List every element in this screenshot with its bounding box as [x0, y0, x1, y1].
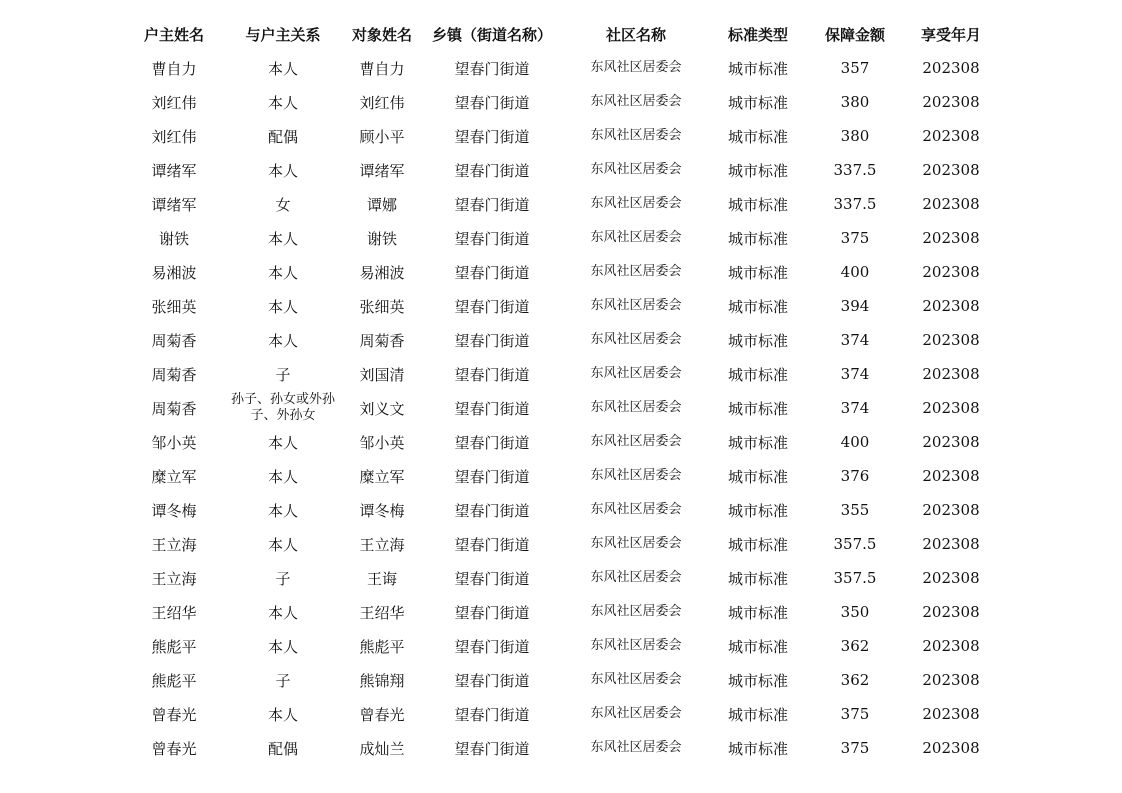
- cell-standard-type: 城市标准: [727, 501, 788, 520]
- cell-standard-type: 城市标准: [727, 705, 788, 724]
- cell-recipient-name: 顾小平: [359, 127, 405, 146]
- cell-town-street: 望春门街道: [454, 569, 530, 588]
- cell-town-street: 望春门街道: [454, 161, 530, 180]
- cell-recipient-name: 王绍华: [359, 603, 405, 622]
- header-standard-type: 标准类型: [727, 25, 788, 44]
- cell-recipient-name: 谭娜: [366, 195, 397, 214]
- cell-recipient-name: 刘国清: [359, 365, 405, 384]
- table-row: [122, 459, 996, 493]
- cell-community: 东风社区居委会: [590, 502, 682, 517]
- cell-community: 东风社区居委会: [590, 570, 682, 585]
- cell-standard-type: 城市标准: [727, 739, 788, 758]
- cell-relation: 本人: [267, 331, 298, 350]
- cell-recipient-name: 王立海: [359, 535, 405, 554]
- cell-year-month: 202308: [922, 569, 980, 587]
- cell-town-street: 望春门街道: [454, 195, 530, 214]
- cell-standard-type: 城市标准: [727, 229, 788, 248]
- table-row: [122, 493, 996, 527]
- cell-community: 东风社区居委会: [590, 740, 682, 755]
- cell-recipient-name: 周菊香: [359, 331, 405, 350]
- cell-town-street: 望春门街道: [454, 671, 530, 690]
- cell-household-head: 谭绪军: [151, 161, 197, 180]
- cell-amount: 400: [840, 433, 870, 451]
- cell-recipient-name: 张细英: [359, 297, 405, 316]
- cell-town-street: 望春门街道: [454, 705, 530, 724]
- cell-year-month: 202308: [922, 331, 980, 349]
- cell-community: 东风社区居委会: [590, 604, 682, 619]
- cell-relation: 本人: [267, 501, 298, 520]
- cell-recipient-name: 熊锦翔: [359, 671, 405, 690]
- cell-community: 东风社区居委会: [590, 706, 682, 721]
- cell-household-head: 周菊香: [151, 399, 197, 418]
- cell-standard-type: 城市标准: [727, 637, 788, 656]
- cell-year-month: 202308: [922, 229, 980, 247]
- cell-amount: 374: [840, 331, 870, 349]
- cell-community: 东风社区居委会: [590, 672, 682, 687]
- table-body: [122, 51, 996, 765]
- cell-relation: 子: [275, 569, 291, 588]
- cell-standard-type: 城市标准: [727, 161, 788, 180]
- cell-household-head: 易湘波: [151, 263, 197, 282]
- cell-community: 东风社区居委会: [590, 128, 682, 143]
- cell-amount: 394: [840, 297, 870, 315]
- cell-recipient-name: 谭冬梅: [359, 501, 405, 520]
- table-row: [122, 425, 996, 459]
- cell-relation: 本人: [267, 603, 298, 622]
- cell-year-month: 202308: [922, 705, 980, 723]
- cell-relation: 本人: [267, 297, 298, 316]
- cell-household-head: 刘红伟: [151, 93, 197, 112]
- table-row: [122, 697, 996, 731]
- cell-relation: 本人: [267, 59, 298, 78]
- cell-year-month: 202308: [922, 59, 980, 77]
- cell-year-month: 202308: [922, 501, 980, 519]
- cell-amount: 357.5: [833, 535, 877, 553]
- cell-relation: 子: [275, 671, 291, 690]
- cell-household-head: 糜立军: [151, 467, 197, 486]
- cell-amount: 375: [840, 705, 870, 723]
- table-row: [122, 561, 996, 595]
- cell-relation: 配偶: [267, 739, 298, 758]
- cell-standard-type: 城市标准: [727, 399, 788, 418]
- cell-standard-type: 城市标准: [727, 93, 788, 112]
- cell-year-month: 202308: [922, 433, 980, 451]
- cell-household-head: 谢铁: [158, 229, 189, 248]
- cell-recipient-name: 曹自力: [359, 59, 405, 78]
- cell-standard-type: 城市标准: [727, 603, 788, 622]
- cell-relation: 子: [275, 365, 291, 384]
- table-row: [122, 289, 996, 323]
- cell-relation: 本人: [267, 161, 298, 180]
- cell-town-street: 望春门街道: [454, 739, 530, 758]
- cell-community: 东风社区居委会: [590, 366, 682, 381]
- cell-community: 东风社区居委会: [590, 60, 682, 75]
- cell-year-month: 202308: [922, 399, 980, 417]
- cell-town-street: 望春门街道: [454, 433, 530, 452]
- header-recipient-name: 对象姓名: [351, 25, 412, 44]
- cell-year-month: 202308: [922, 637, 980, 655]
- cell-relation: 本人: [267, 93, 298, 112]
- cell-community: 东风社区居委会: [590, 162, 682, 177]
- cell-standard-type: 城市标准: [727, 59, 788, 78]
- cell-town-street: 望春门街道: [454, 399, 530, 418]
- header-amount: 保障金额: [824, 25, 885, 44]
- cell-standard-type: 城市标准: [727, 535, 788, 554]
- cell-community: 东风社区居委会: [590, 536, 682, 551]
- table-row: [122, 85, 996, 119]
- cell-community: 东风社区居委会: [590, 196, 682, 211]
- assistance-table: [122, 17, 996, 765]
- cell-relation: 本人: [267, 433, 298, 452]
- table-row: [122, 221, 996, 255]
- cell-relation: 本人: [267, 467, 298, 486]
- cell-household-head: 王立海: [151, 569, 197, 588]
- table-row: [122, 663, 996, 697]
- cell-household-head: 曹自力: [151, 59, 197, 78]
- table-row: [122, 187, 996, 221]
- cell-standard-type: 城市标准: [727, 467, 788, 486]
- cell-amount: 380: [840, 127, 870, 145]
- cell-standard-type: 城市标准: [727, 263, 788, 282]
- header-year-month: 享受年月: [920, 25, 981, 44]
- cell-town-street: 望春门街道: [454, 93, 530, 112]
- cell-town-street: 望春门街道: [454, 331, 530, 350]
- cell-amount: 374: [840, 365, 870, 383]
- header-household-head: 户主姓名: [143, 25, 204, 44]
- header-community: 社区名称: [605, 25, 666, 44]
- table-row: [122, 527, 996, 561]
- cell-household-head: 熊彪平: [151, 637, 197, 656]
- cell-recipient-name: 谢铁: [366, 229, 397, 248]
- header-town-street: 乡镇（街道名称）: [431, 25, 552, 44]
- cell-year-month: 202308: [922, 365, 980, 383]
- cell-relation: 女: [275, 195, 291, 214]
- table-row: [122, 595, 996, 629]
- cell-amount: 376: [840, 467, 870, 485]
- cell-relation: 本人: [267, 229, 298, 248]
- header-relation: 与户主关系: [245, 25, 321, 44]
- cell-town-street: 望春门街道: [454, 603, 530, 622]
- cell-standard-type: 城市标准: [727, 569, 788, 588]
- cell-year-month: 202308: [922, 603, 980, 621]
- cell-household-head: 刘红伟: [151, 127, 197, 146]
- cell-household-head: 谭绪军: [151, 195, 197, 214]
- cell-town-street: 望春门街道: [454, 127, 530, 146]
- cell-standard-type: 城市标准: [727, 433, 788, 452]
- table-row: [122, 357, 996, 391]
- cell-relation: 本人: [267, 705, 298, 724]
- cell-year-month: 202308: [922, 263, 980, 281]
- table-row: [122, 153, 996, 187]
- cell-relation: 孙子、孙女或外孙子、外孙女: [230, 392, 335, 423]
- cell-community: 东风社区居委会: [590, 230, 682, 245]
- cell-recipient-name: 糜立军: [359, 467, 405, 486]
- cell-household-head: 曾春光: [151, 739, 197, 758]
- cell-amount: 400: [840, 263, 870, 281]
- cell-household-head: 王立海: [151, 535, 197, 554]
- cell-recipient-name: 王诲: [366, 569, 397, 588]
- cell-amount: 362: [840, 637, 870, 655]
- cell-household-head: 张细英: [151, 297, 197, 316]
- cell-relation: 本人: [267, 637, 298, 656]
- cell-amount: 355: [840, 501, 870, 519]
- cell-household-head: 周菊香: [151, 365, 197, 384]
- cell-standard-type: 城市标准: [727, 297, 788, 316]
- cell-recipient-name: 刘义文: [359, 399, 405, 418]
- cell-community: 东风社区居委会: [590, 298, 682, 313]
- cell-amount: 380: [840, 93, 870, 111]
- cell-town-street: 望春门街道: [454, 535, 530, 554]
- table-header-row: [122, 17, 996, 51]
- cell-town-street: 望春门街道: [454, 263, 530, 282]
- cell-year-month: 202308: [922, 739, 980, 757]
- cell-relation: 本人: [267, 263, 298, 282]
- cell-amount: 337.5: [833, 195, 877, 213]
- cell-year-month: 202308: [922, 127, 980, 145]
- cell-amount: 375: [840, 229, 870, 247]
- cell-recipient-name: 邹小英: [359, 433, 405, 452]
- cell-relation: 配偶: [267, 127, 298, 146]
- cell-standard-type: 城市标准: [727, 365, 788, 384]
- cell-amount: 357.5: [833, 569, 877, 587]
- cell-standard-type: 城市标准: [727, 331, 788, 350]
- table-row: [122, 629, 996, 663]
- cell-recipient-name: 成灿兰: [359, 739, 405, 758]
- cell-community: 东风社区居委会: [590, 332, 682, 347]
- cell-recipient-name: 曾春光: [359, 705, 405, 724]
- cell-year-month: 202308: [922, 671, 980, 689]
- cell-year-month: 202308: [922, 93, 980, 111]
- cell-household-head: 邹小英: [151, 433, 197, 452]
- cell-community: 东风社区居委会: [590, 638, 682, 653]
- table-row: [122, 323, 996, 357]
- cell-community: 东风社区居委会: [590, 434, 682, 449]
- cell-standard-type: 城市标准: [727, 195, 788, 214]
- cell-town-street: 望春门街道: [454, 467, 530, 486]
- cell-community: 东风社区居委会: [590, 264, 682, 279]
- cell-standard-type: 城市标准: [727, 671, 788, 690]
- cell-town-street: 望春门街道: [454, 229, 530, 248]
- cell-town-street: 望春门街道: [454, 365, 530, 384]
- cell-household-head: 熊彪平: [151, 671, 197, 690]
- cell-household-head: 谭冬梅: [151, 501, 197, 520]
- cell-recipient-name: 谭绪军: [359, 161, 405, 180]
- cell-year-month: 202308: [922, 161, 980, 179]
- table-row: [122, 731, 996, 765]
- cell-amount: 375: [840, 739, 870, 757]
- cell-town-street: 望春门街道: [454, 297, 530, 316]
- cell-year-month: 202308: [922, 195, 980, 213]
- cell-household-head: 曾春光: [151, 705, 197, 724]
- cell-community: 东风社区居委会: [590, 94, 682, 109]
- cell-community: 东风社区居委会: [590, 468, 682, 483]
- cell-amount: 362: [840, 671, 870, 689]
- cell-year-month: 202308: [922, 535, 980, 553]
- table-row: [122, 255, 996, 289]
- table-row: [122, 119, 996, 153]
- cell-household-head: 王绍华: [151, 603, 197, 622]
- table-row: [122, 391, 996, 425]
- cell-year-month: 202308: [922, 467, 980, 485]
- cell-town-street: 望春门街道: [454, 501, 530, 520]
- cell-standard-type: 城市标准: [727, 127, 788, 146]
- cell-community: 东风社区居委会: [590, 400, 682, 415]
- cell-recipient-name: 易湘波: [359, 263, 405, 282]
- cell-amount: 337.5: [833, 161, 877, 179]
- cell-recipient-name: 熊彪平: [359, 637, 405, 656]
- cell-amount: 374: [840, 399, 870, 417]
- cell-recipient-name: 刘红伟: [359, 93, 405, 112]
- cell-town-street: 望春门街道: [454, 637, 530, 656]
- cell-amount: 350: [840, 603, 870, 621]
- cell-amount: 357: [840, 59, 870, 77]
- cell-relation: 本人: [267, 535, 298, 554]
- cell-year-month: 202308: [922, 297, 980, 315]
- cell-town-street: 望春门街道: [454, 59, 530, 78]
- cell-household-head: 周菊香: [151, 331, 197, 350]
- table-row: [122, 51, 996, 85]
